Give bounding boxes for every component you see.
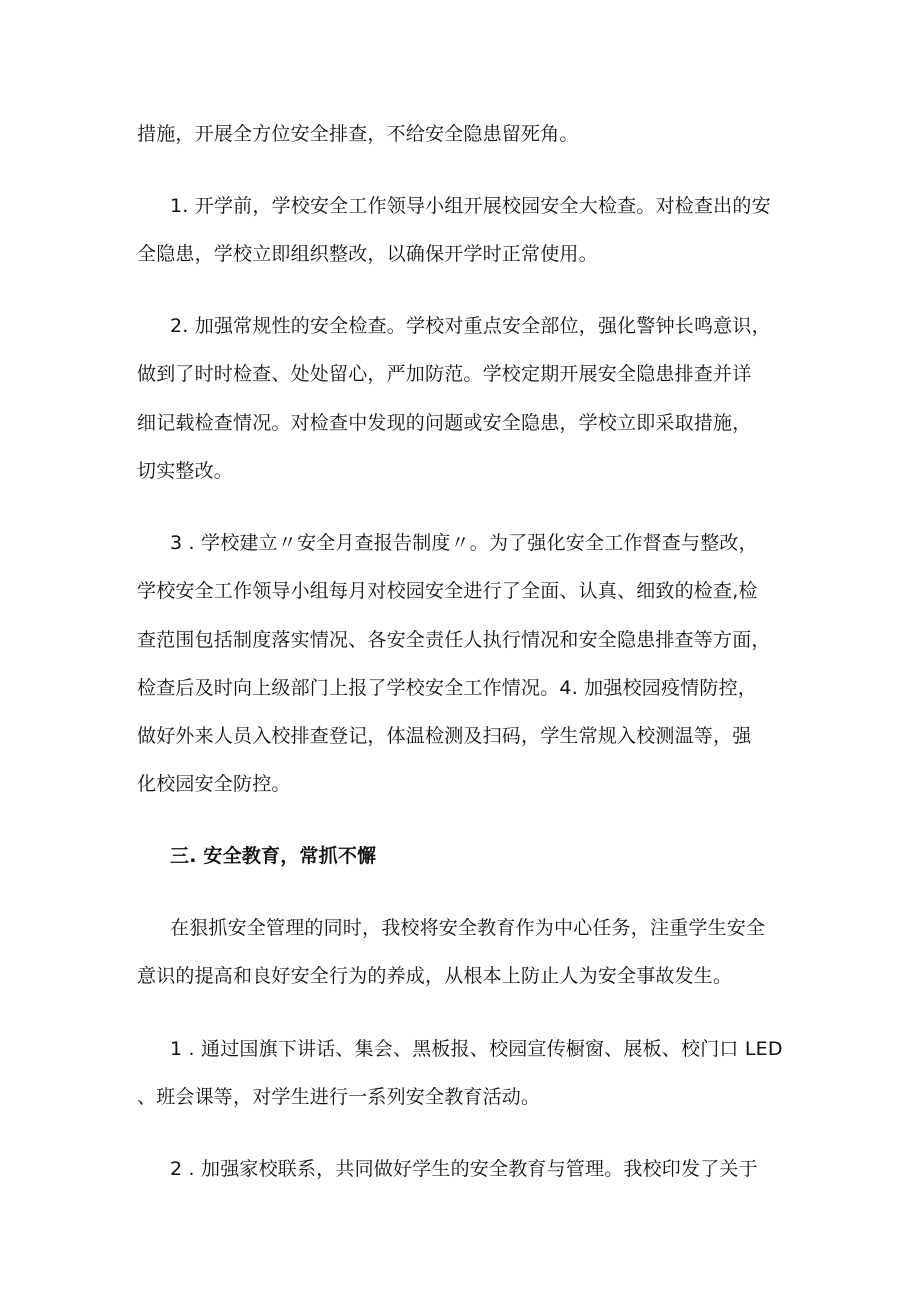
text-line: 全隐患，学校立即组织整改，以确保开学时正常使用。 — [137, 243, 598, 265]
text-line: 3 . 学校建立〃安全月查报告制度〃。为了强化安全工作督查与整改， — [170, 532, 758, 554]
text-line: 2. 加强常规性的安全检查。学校对重点安全部位，强化警钟长鸣意识， — [170, 315, 771, 337]
text-line: 检查后及时向上级部门上报了学校安全工作情况。4. 加强校园疫情防控， — [137, 677, 757, 699]
text-line: 意识的提高和良好安全行为的养成，从根本上防止人为安全事故发生。 — [137, 965, 733, 987]
text-line: 1. 开学前，学校安全工作领导小组开展校园安全大检查。对检查出的安 — [170, 195, 771, 217]
text-line: 化校园安全防控。 — [137, 773, 291, 795]
text-line: 在狠抓安全管理的同时，我校将安全教育作为中心任务，注重学生安全 — [170, 917, 766, 939]
text-line: 查范围包括制度落实情况、各安全责任人执行情况和安全隐患排查等方面， — [137, 629, 771, 651]
text-line: 做到了时时检查、处处留心，严加防范。学校定期开展安全隐患排查并详 — [137, 363, 752, 385]
text-line: 做好外来人员入校排查登记，体温检测及扫码，学生常规入校测温等，强 — [137, 725, 752, 747]
text-line: 2 . 加强家校联系，共同做好学生的安全教育与管理。我校印发了关于 — [170, 1158, 758, 1180]
text-line: 切实整改。 — [137, 460, 234, 482]
text-line: 学校安全工作领导小组每月对校园安全进行了全面、认真、细致的检查,检 — [137, 580, 758, 602]
section-heading: 三. 安全教育，常抓不懈 — [170, 845, 377, 867]
text-line: 细记载检查情况。对检查中发现的问题或安全隐患，学校立即采取措施， — [137, 412, 752, 434]
text-line: 措施，开展全方位安全排查，不给安全隐患留死角。 — [137, 123, 579, 145]
text-line: 1 . 通过国旗下讲话、集会、黑板报、校园宣传橱窗、展板、校门口 LED — [170, 1038, 783, 1060]
text-line: 、班会课等，对学生进行一系列安全教育活动。 — [137, 1086, 541, 1108]
